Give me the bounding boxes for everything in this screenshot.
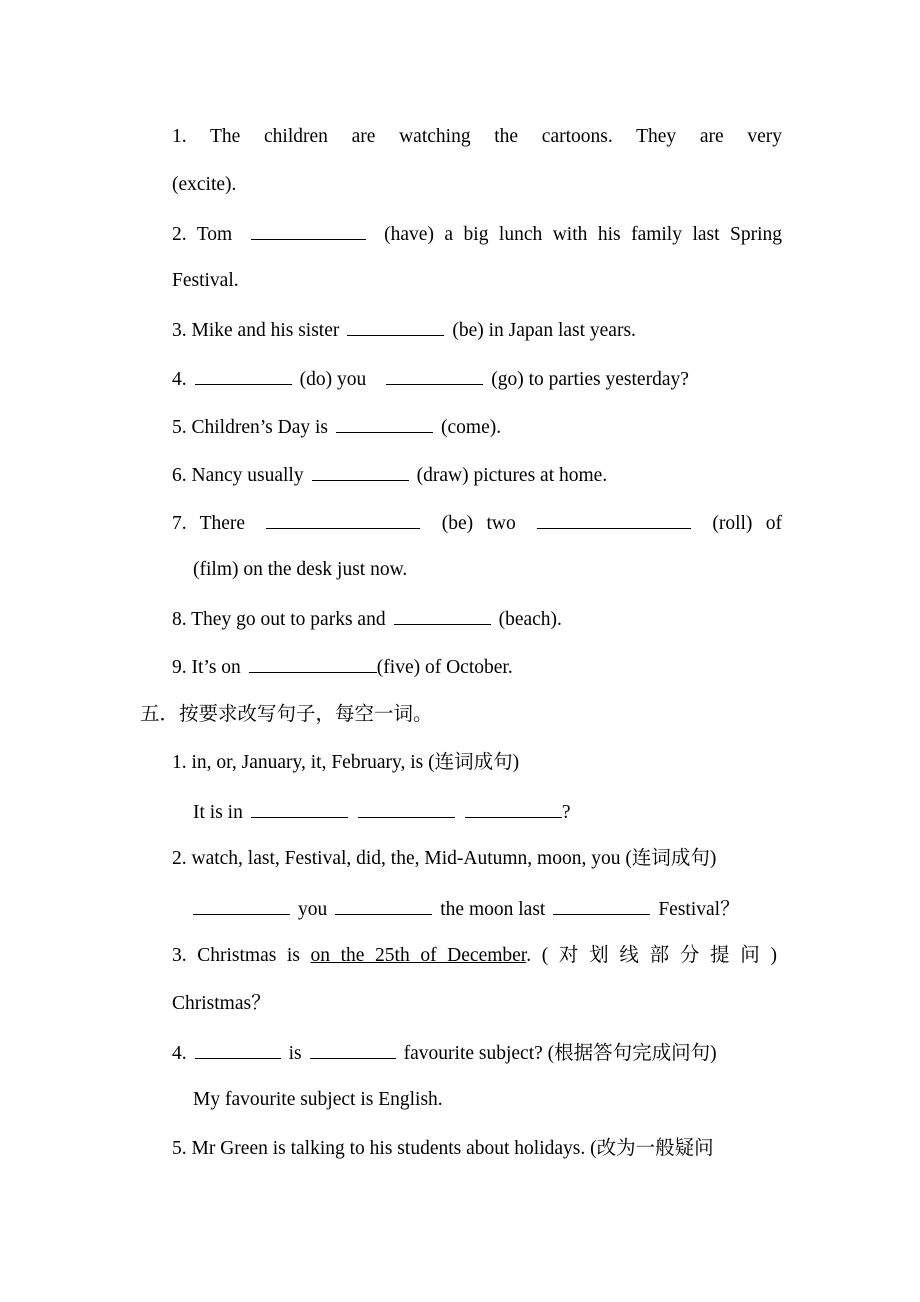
text: (roll) of xyxy=(712,513,782,534)
text: 3. Mike and his sister xyxy=(172,320,340,341)
q4-2-line xyxy=(172,221,782,245)
text: 5. Children’s Day is xyxy=(172,417,328,438)
q4-2-cont: Festival. xyxy=(172,270,239,291)
q4-7-cont: (film) on the desk just now. xyxy=(193,559,408,580)
q5-2-line: 2. watch, last, Festival, did, the, Mid-Autumn, moon, you (连词成句) xyxy=(172,848,717,869)
q5-5-line: 5. Mr Green is talking to his students about holidays. (改为一般疑问 xyxy=(172,1138,714,1159)
q4-4-line xyxy=(172,366,689,390)
answer-blank[interactable] xyxy=(312,462,409,481)
q5-3-line xyxy=(172,944,782,968)
text: (have) a big lunch with his family last Spring xyxy=(384,224,782,245)
text: Festival？ xyxy=(658,899,740,920)
answer-blank[interactable] xyxy=(310,1040,396,1059)
underlined-phrase: on the 25th of December xyxy=(310,945,527,966)
text: 7. There xyxy=(172,513,246,534)
text: (come). xyxy=(441,417,502,438)
answer-blank[interactable] xyxy=(195,1040,281,1059)
q5-2-answer xyxy=(193,896,740,920)
answer-blank[interactable] xyxy=(195,366,292,385)
text: the moon last xyxy=(440,899,546,920)
q4-9-line xyxy=(172,654,513,678)
q4-3-line xyxy=(172,317,636,341)
q5-1-line: 1. in, or, January, it, February, is (连词成句) xyxy=(172,752,520,773)
text: 4. xyxy=(172,369,187,390)
text: (five) of October. xyxy=(376,657,513,678)
text: (beach). xyxy=(498,609,562,630)
text: (go) to parties yesterday? xyxy=(491,369,689,390)
answer-blank[interactable] xyxy=(394,606,491,625)
q5-4-answer: My favourite subject is English. xyxy=(193,1089,443,1110)
text: ? xyxy=(561,802,571,823)
answer-blank[interactable] xyxy=(251,799,348,818)
text: 3. Christmas is xyxy=(172,945,300,966)
answer-blank[interactable] xyxy=(335,896,432,915)
text: It is in xyxy=(193,802,243,823)
q4-8-line xyxy=(172,606,562,630)
q4-7-line xyxy=(172,510,782,534)
answer-blank[interactable] xyxy=(266,510,420,529)
answer-blank[interactable] xyxy=(465,799,562,818)
text: is xyxy=(288,1043,302,1064)
answer-blank[interactable] xyxy=(193,896,290,915)
q5-1-answer xyxy=(193,799,571,823)
section-5-title: 五．按要求改写句子，每空一词。 xyxy=(140,704,433,725)
text: (do) you xyxy=(299,369,367,390)
text: favourite subject? (根据答句完成问句) xyxy=(403,1043,717,1064)
answer-blank[interactable] xyxy=(386,366,483,385)
answer-blank[interactable] xyxy=(251,221,366,240)
answer-blank[interactable] xyxy=(537,510,691,529)
text: you xyxy=(298,899,328,920)
answer-blank[interactable] xyxy=(249,654,377,673)
q4-6-line xyxy=(172,462,607,486)
text: . xyxy=(526,945,532,966)
q4-1-cont: (excite). xyxy=(172,174,237,195)
answer-blank[interactable] xyxy=(553,896,650,915)
text: (be) in Japan last years. xyxy=(452,320,636,341)
q5-4-line xyxy=(172,1040,717,1064)
text: 8. They go out to parks and xyxy=(172,609,386,630)
answer-blank[interactable] xyxy=(336,414,433,433)
text: (be) two xyxy=(441,513,516,534)
text: (draw) pictures at home. xyxy=(416,465,608,486)
text: 2. Tom xyxy=(172,224,233,245)
q4-1-line: 1. The children are watching the cartoons. They are very xyxy=(172,126,782,147)
text: 9. It’s on xyxy=(172,657,241,678)
instruction: (对划线部分提问) xyxy=(541,945,783,966)
text: 6. Nancy usually xyxy=(172,465,304,486)
q4-5-line xyxy=(172,414,501,438)
q5-3-cont: Christmas？ xyxy=(172,993,271,1014)
answer-blank[interactable] xyxy=(358,799,455,818)
answer-blank[interactable] xyxy=(347,317,444,336)
text: 4. xyxy=(172,1043,187,1064)
